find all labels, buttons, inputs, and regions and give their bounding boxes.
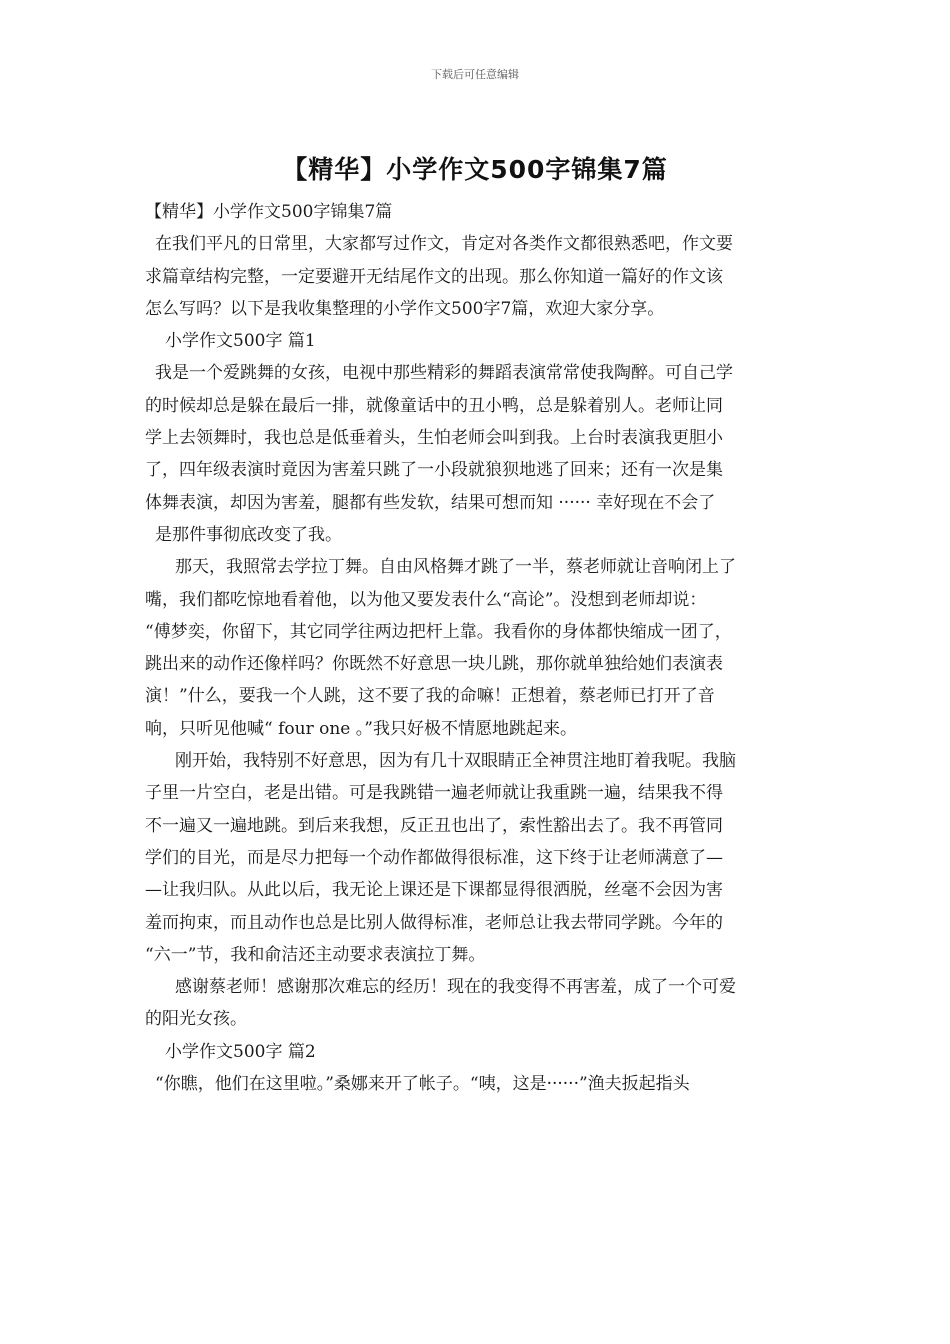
text-line: 学上去领舞时，我也总是低垂着头，生怕老师会叫到我。上台时表演我更胆小 <box>145 428 723 449</box>
text-line: 嘴，我们都吃惊地看着他，以为他又要发表什么“高论”。没想到老师却说： <box>145 589 707 610</box>
text-line: 羞而拘束，而且动作也总是比别人做得标准，老师总让我去带同学跳。今年的 <box>145 912 723 933</box>
text-line: 学们的目光，而是尽力把每一个动作都做得很标准，这下终于让老师满意了— <box>145 847 723 868</box>
subtitle-line: 【精华】小学作文500字锦集7篇 <box>145 202 393 222</box>
text-line: “你瞧，他们在这里啦。”桑娜来开了帐子。“咦，这是······”渔夫扳起指头 <box>155 1074 690 1095</box>
text-line: 那天，我照常去学拉丁舞。自由风格舞才跳了一半，蔡老师就让音响闭上了 <box>175 557 736 578</box>
text-line: 我是一个爱跳舞的女孩，电视中那些精彩的舞蹈表演常常使我陶醉。可自己学 <box>155 363 733 384</box>
text-line: 的时候却总是躲在最后一排，就像童话中的丑小鸭，总是躲着别人。老师让同 <box>145 395 723 416</box>
text-line: 子里一片空白，老是出错。可是我跳错一遍老师就让我重跳一遍，结果我不得 <box>145 783 723 804</box>
text-line: 的阳光女孩。 <box>145 1009 247 1030</box>
text-line: —让我归队。从此以后，我无论上课还是下课都显得很洒脱，丝毫不会因为害 <box>145 880 723 901</box>
text-line: 跳出来的动作还像样吗？你既然不好意思一块儿跳，那你就单独给她们表演表 <box>145 654 723 675</box>
text-line: 刚开始，我特别不好意思，因为有几十双眼睛正全神贯注地盯着我呢。我脑 <box>175 751 736 772</box>
document-body <box>145 196 815 1100</box>
text-line: 求篇章结构完整，一定要避开无结尾作文的出现。那么你知道一篇好的作文该 <box>145 266 723 287</box>
text-line: 在我们平凡的日常里，大家都写过作文，肯定对各类作文都很熟悉吧，作文要 <box>155 234 733 255</box>
page-header: 下载后可任意编辑 <box>431 68 519 81</box>
section-heading: 小学作文500字 篇1 <box>165 331 316 352</box>
text-line: 了，四年级表演时竟因为害羞只跳了一小段就狼狈地逃了回来；还有一次是集 <box>145 460 723 481</box>
section-heading: 小学作文500字 篇2 <box>165 1041 316 1062</box>
text-line: “六一”节，我和俞洁还主动要求表演拉丁舞。 <box>145 944 486 965</box>
text-line: 是那件事彻底改变了我。 <box>155 524 342 545</box>
text-line: 体舞表演，却因为害羞，腿都有些发软，结果可想而知 ······ 幸好现在不会了 <box>145 492 716 513</box>
text-line: 响，只听见他喊“ four one 。”我只好极不情愿地跳起来。 <box>145 718 577 739</box>
text-line: “傅梦奕，你留下，其它同学往两边把杆上靠。我看你的身体都快缩成一团了， <box>145 621 732 642</box>
text-line: 感谢蔡老师！感谢那次难忘的经历！现在的我变得不再害羞，成了一个可爱 <box>175 977 736 998</box>
text-line: 怎么写吗？以下是我收集整理的小学作文500字7篇，欢迎大家分享。 <box>145 298 665 319</box>
text-line: 不一遍又一遍地跳。到后来我想，反正丑也出了，索性豁出去了。我不再管同 <box>145 815 723 836</box>
text-line: 演！”什么，要我一个人跳，这不要了我的命嘛！正想着，蔡老师已打开了音 <box>145 686 715 707</box>
document-title: 【精华】小学作文500字锦集7篇 <box>282 155 668 184</box>
